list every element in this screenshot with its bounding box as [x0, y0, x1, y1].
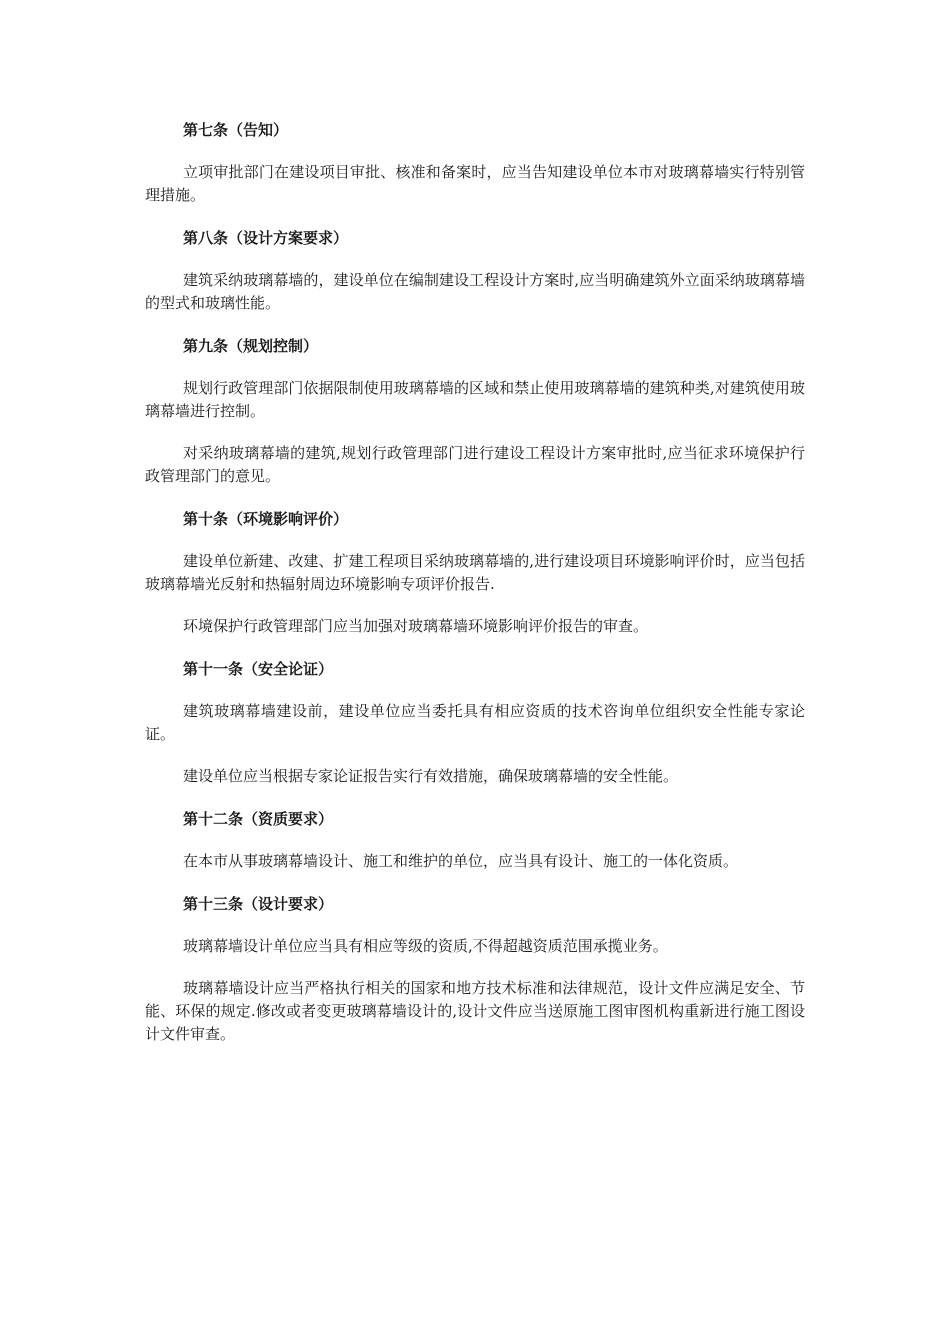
article-11	[145, 657, 805, 788]
article-paragraph: 建筑玻璃幕墙建设前，建设单位应当委托具有相应资质的技术咨询单位组织安全性能专家论证。	[145, 702, 805, 743]
article-heading: 第十三条（设计要求）	[183, 895, 334, 913]
article-paragraph: 玻璃幕墙设计单位应当具有相应等级的资质,不得超越资质范围承揽业务。	[183, 937, 668, 955]
article-10	[145, 507, 805, 638]
article-8	[145, 226, 805, 315]
article-heading: 第九条（规划控制）	[183, 337, 319, 355]
article-heading: 第十条（环境影响评价）	[183, 510, 349, 528]
article-heading: 第十一条（安全论证）	[183, 660, 334, 678]
article-paragraph: 建筑采纳玻璃幕墙的，建设单位在编制建设工程设计方案时,应当明确建筑外立面采纳玻璃幕墙的型式和玻璃性能。	[145, 271, 805, 312]
article-paragraph: 规划行政管理部门依据限制使用玻璃幕墙的区域和禁止使用玻璃幕墙的建筑种类,对建筑使用玻璃幕墙进行控制。	[145, 379, 805, 420]
article-paragraph: 建设单位新建、改建、扩建工程项目采纳玻璃幕墙的,进行建设项目环境影响评价时，应当包括玻璃幕墙光反射和热辐射周边环境影响专项评价报告.	[145, 552, 805, 593]
article-paragraph: 建设单位应当根据专家论证报告实行有效措施，确保玻璃幕墙的安全性能。	[183, 767, 679, 785]
article-heading: 第七条（告知）	[183, 121, 289, 139]
article-paragraph: 在本市从事玻璃幕墙设计、施工和维护的单位，应当具有设计、施工的一体化资质。	[183, 852, 739, 870]
article-12	[145, 807, 805, 873]
article-9	[145, 334, 805, 488]
article-heading: 第八条（设计方案要求）	[183, 229, 349, 247]
article-paragraph: 玻璃幕墙设计应当严格执行相关的国家和地方技术标准和法律规范，设计文件应满足安全、节能、环保的规定.修改或者变更玻璃幕墙设计的,设计文件应当送原施工图审图机构重新进行施工图设计文件审查。	[145, 979, 805, 1043]
article-13	[145, 892, 805, 1046]
article-heading: 第十二条（资质要求）	[183, 810, 334, 828]
article-7	[145, 118, 805, 207]
article-paragraph: 立项审批部门在建设项目审批、核准和备案时，应当告知建设单位本市对玻璃幕墙实行特别管理措施。	[145, 163, 805, 204]
article-paragraph: 环境保护行政管理部门应当加强对玻璃幕墙环境影响评价报告的审查。	[183, 617, 649, 635]
article-paragraph: 对采纳玻璃幕墙的建筑,规划行政管理部门进行建设工程设计方案审批时,应当征求环境保护行政管理部门的意见。	[145, 444, 805, 485]
document-page	[145, 118, 805, 1065]
